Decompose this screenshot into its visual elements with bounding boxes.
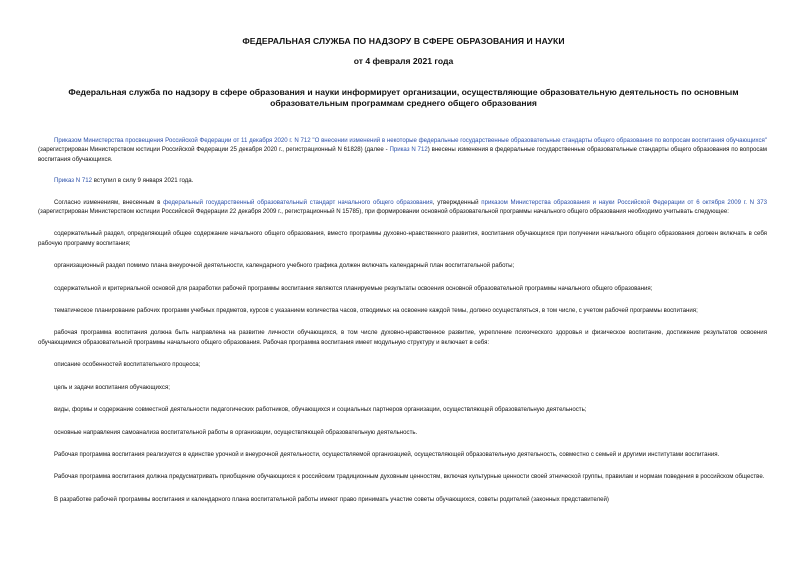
- paragraph-2: Приказ N 712 вступил в силу 9 января 2021 года.: [54, 177, 194, 185]
- paragraph-14: Рабочая программа воспитания должна предусматривать приобщение обучающихся к российским традиционным духовным ценностям, включая культурные ценности своей этнической группы, правилам и нормам поведения в российском обществе.: [54, 473, 765, 481]
- order-373-link[interactable]: приказом Министерства образования и науки Российской Федерации от 6 октября 2009 г. N 373: [481, 198, 767, 206]
- fgos-noo-link[interactable]: федеральный государственный образовательный стандарт начального общего образования: [163, 198, 433, 206]
- paragraph-11: виды, формы и содержание совместной деятельности педагогических работников, обучающихся и социальных партнеров организации, осуществляющей образовательную деятельность;: [54, 406, 587, 414]
- paragraph-9: описание особенностей воспитательного процесса;: [54, 361, 201, 369]
- paragraph-8: рабочая программа воспитания должна быть направлена на развитие личности обучающихся, в том числе духовно-нравственное развитие, укрепление психического здоровья и физическое воспитание, достижение результатов освоения обучающимися образовательной программы начального общего образования. Рабочая программа воспитания имеет модульную структуру и включает в себя:: [38, 329, 767, 346]
- paragraph-13: Рабочая программа воспитания реализуется в единстве урочной и внеурочной деятельности, осуществляемой организацией, осуществляющей образовательную деятельность, совместно с семьей и другими институтами воспитания.: [54, 450, 720, 458]
- paragraph-12: основные направления самоанализа воспитательной работы в организации, осуществляющей образовательную деятельность.: [54, 428, 418, 436]
- document-date: от 4 февраля 2021 года: [353, 56, 454, 66]
- order-712-link[interactable]: Приказом Министерства просвещения Российской Федерации от 11 декабря 2020 г. N 712 "О внесении изменений в некоторые федеральные государственные образовательные стандарты общего образования по вопросам воспитания обучающихся": [54, 137, 767, 144]
- order-712-short-link[interactable]: Приказ N 712: [389, 146, 428, 154]
- paragraph-3: Согласно изменениям, внесенным в федеральный государственный образовательный стандарт начального общего образования, утвержденный приказом Министерства образования и науки Российской Федерации от 6 октября 2009 г. N 373 (зарегистрирован Министерством юстиции Российской Федерации 22 декабря 2009 г., регистрационный N 15785), при формировании основной образовательной программы начального общего образования необходимо учитывать следующее:: [38, 198, 767, 216]
- document-title: ФЕДЕРАЛЬНАЯ СЛУЖБА ПО НАДЗОРУ В СФЕРЕ ОБРАЗОВАНИЯ И НАУКИ: [242, 36, 565, 46]
- document-subtitle: Федеральная служба по надзору в сфере образования и науки информирует организации, осуществляющие образовательную деятельность по основным образовательным программам среднего общего образования: [68, 87, 739, 108]
- paragraph-1: Приказом Министерства просвещения Российской Федерации от 11 декабря 2020 г. N 712 "О внесении изменений в некоторые федеральные государственные образовательные стандарты общего образования по вопросам воспитания обучающихся" (зарегистрирован Министерством юстиции Российской Федерации 25 декабря 2020 г., регистрационный N 61828) (далее - Приказ N 712) внесены изменения в федеральные государственные образовательные стандарты общего образования по вопросам воспитания обучающихся.: [38, 137, 767, 163]
- document-body: [38, 136, 767, 504]
- paragraph-4: содержательный раздел, определяющий общее содержание начального общего образования, вместо программы духовно-нравственного развития, воспитания обучающихся при получении начального общего образования должен включать в себя рабочую программу воспитания;: [38, 230, 767, 247]
- paragraph-7: тематическое планирование рабочих программ учебных предметов, курсов с указанием количества часов, отводимых на освоение каждой темы, должно осуществляться, в том числе, с учетом рабочей программы воспитания;: [54, 307, 698, 315]
- order-712-link-2[interactable]: Приказ N 712: [54, 177, 93, 185]
- paragraph-6: содержательной и критериальной основой для разработки рабочей программы воспитания являются планируемые результаты освоения основной образовательной программы начального общего образования;: [54, 284, 653, 292]
- paragraph-15: В разработке рабочей программы воспитания и календарного плана воспитательной работы имеют право принимать участие советы обучающихся, советы родителей (законных представителей): [54, 495, 609, 503]
- paragraph-5: организационный раздел помимо плана внеурочной деятельности, календарного учебного графика должен включать календарный план воспитательной работы;: [54, 262, 515, 270]
- paragraph-10: цель и задачи воспитания обучающихся;: [54, 383, 170, 391]
